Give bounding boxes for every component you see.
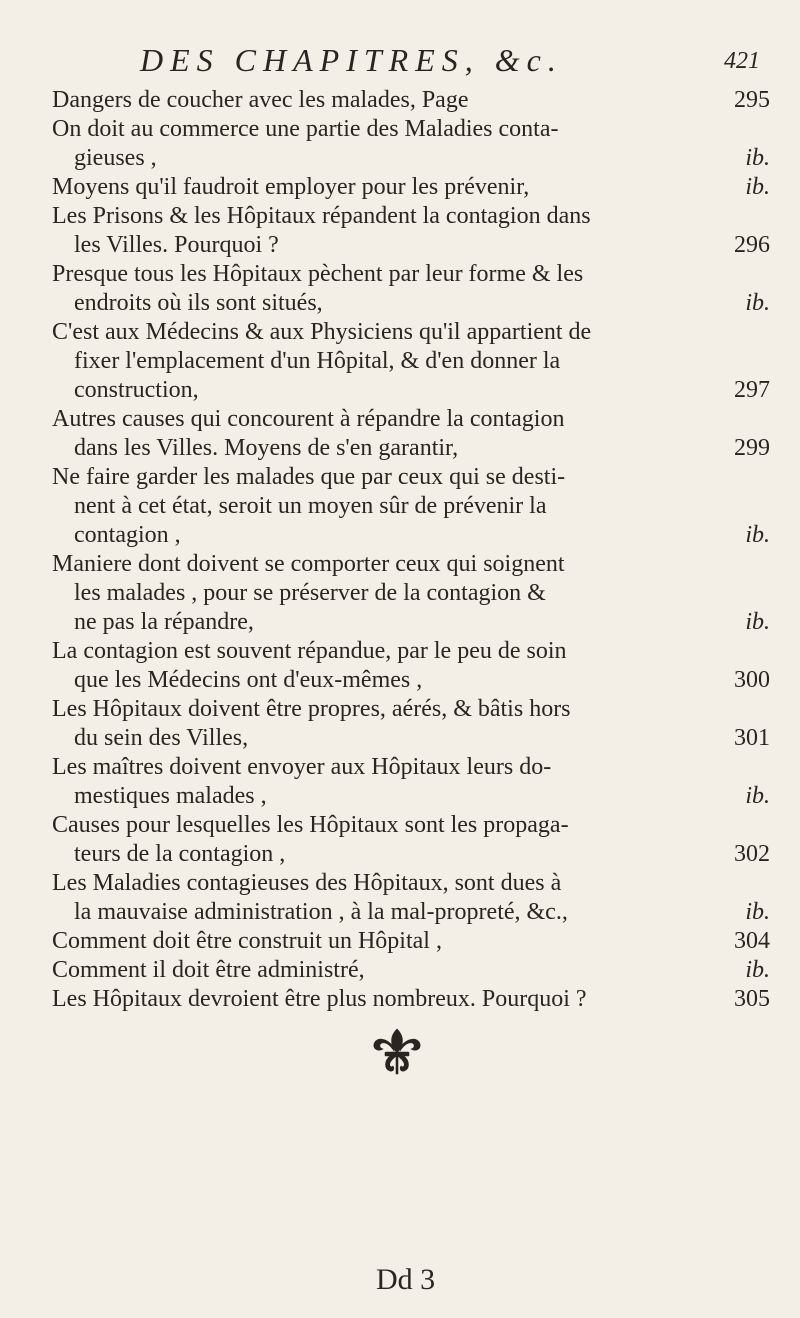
toc-line [0, 231, 800, 260]
toc-entry-text: Comment doit être construit un Hôpital , [52, 928, 442, 954]
toc-page-ref: ib. [745, 957, 770, 983]
toc-line [0, 115, 800, 144]
toc-page-ref: 297 [734, 377, 770, 403]
toc-entry-text: la mauvaise administration , à la mal-propreté, &c., [74, 899, 568, 925]
toc-line [0, 144, 800, 173]
toc-line [0, 927, 800, 956]
toc-line [0, 86, 800, 115]
toc-line [0, 985, 800, 1014]
toc-entry-text: Moyens qu'il faudroit employer pour les prévenir, [52, 174, 530, 200]
toc-page-ref: 296 [734, 232, 770, 258]
toc-line [0, 173, 800, 202]
toc-line [0, 289, 800, 318]
toc-entry-text: Les Hôpitaux doivent être propres, aérés, & bâtis hors [52, 696, 571, 722]
toc-line [0, 666, 800, 695]
toc-page-ref: 305 [734, 986, 770, 1012]
toc-line [0, 811, 800, 840]
toc-line [0, 695, 800, 724]
toc-line [0, 347, 800, 376]
toc-entry-text: du sein des Villes, [74, 725, 249, 751]
toc-line [0, 260, 800, 289]
toc-page-ref: ib. [745, 899, 770, 925]
page-header [140, 40, 760, 80]
toc-page-ref: ib. [745, 290, 770, 316]
fleur-de-lis-icon [366, 1025, 428, 1077]
toc-entry-text: Ne faire garder les malades que par ceux qui se desti- [52, 464, 566, 490]
toc-line [0, 318, 800, 347]
toc-entry-text: gieuses , [74, 145, 157, 171]
toc-line [0, 550, 800, 579]
toc-page-ref: 295 [734, 87, 770, 113]
toc-entry-text: contagion , [74, 522, 181, 548]
toc-line [0, 492, 800, 521]
toc-entry-text: Autres causes qui concourent à répandre la contagion [52, 406, 565, 432]
toc-entry-text: Les Maladies contagieuses des Hôpitaux, sont dues à [52, 870, 562, 896]
toc-line [0, 898, 800, 927]
running-title: DES CHAPITRES, &c. [140, 42, 563, 78]
toc-entry-text: Causes pour lesquelles les Hôpitaux sont les propaga- [52, 812, 569, 838]
toc-entry-text: ne pas la répandre, [74, 609, 254, 635]
toc-entry-text: Les Prisons & les Hôpitaux répandent la contagion dans [52, 203, 591, 229]
toc-line [0, 376, 800, 405]
toc-entry-text: Comment il doit être administré, [52, 957, 365, 983]
toc-page-ref: ib. [745, 609, 770, 635]
toc-entry-text: endroits où ils sont situés, [74, 290, 323, 316]
toc-entry-text: construction, [74, 377, 199, 403]
page-number: 421 [724, 48, 760, 74]
toc-entry-text: Les Hôpitaux devroient être plus nombreux. Pourquoi ? [52, 986, 587, 1012]
toc-line [0, 753, 800, 782]
toc-entry-text: Maniere dont doivent se comporter ceux qui soignent [52, 551, 565, 577]
toc-line [0, 521, 800, 550]
toc-page-ref: ib. [745, 783, 770, 809]
toc-line [0, 405, 800, 434]
toc-page-ref: ib. [745, 522, 770, 548]
toc-line [0, 869, 800, 898]
toc-page-ref: 304 [734, 928, 770, 954]
toc-line [0, 782, 800, 811]
toc-entry-text: fixer l'emplacement d'un Hôpital, & d'en donner la [74, 348, 561, 374]
toc-line [0, 956, 800, 985]
signature-mark: Dd 3 [376, 1263, 436, 1296]
toc-page-ref: 301 [734, 725, 770, 751]
toc-entry-text: mestiques malades , [74, 783, 267, 809]
toc-entry-text: teurs de la contagion , [74, 841, 286, 867]
toc-entry-text: Dangers de coucher avec les malades, Page [52, 87, 469, 113]
toc-page-ref: 300 [734, 667, 770, 693]
toc-entry-text: Les maîtres doivent envoyer aux Hôpitaux leurs do- [52, 754, 552, 780]
toc-line [0, 463, 800, 492]
toc-line [0, 202, 800, 231]
toc-entry-text: les Villes. Pourquoi ? [74, 232, 279, 258]
toc-entry-text: que les Médecins ont d'eux-mêmes , [74, 667, 423, 693]
toc-entry-text: C'est aux Médecins & aux Physiciens qu'il appartient de [52, 319, 592, 345]
toc-line [0, 434, 800, 463]
toc-entry-text: dans les Villes. Moyens de s'en garantir, [74, 435, 459, 461]
toc-line [0, 637, 800, 666]
toc-entry-text: On doit au commerce une partie des Maladies conta- [52, 116, 559, 142]
toc-line [0, 579, 800, 608]
toc-page-ref: ib. [745, 174, 770, 200]
toc-page-ref: ib. [745, 145, 770, 171]
toc-line [0, 840, 800, 869]
toc-line [0, 724, 800, 753]
toc-page-ref: 302 [734, 841, 770, 867]
toc-entry-text: Presque tous les Hôpitaux pèchent par leur forme & les [52, 261, 584, 287]
toc-line [0, 608, 800, 637]
toc-page-ref: 299 [734, 435, 770, 461]
toc-entry-text: les malades , pour se préserver de la contagion & [74, 580, 546, 606]
toc-entry-text: La contagion est souvent répandue, par le peu de soin [52, 638, 567, 664]
toc-entry-text: nent à cet état, seroit un moyen sûr de prévenir la [74, 493, 547, 519]
